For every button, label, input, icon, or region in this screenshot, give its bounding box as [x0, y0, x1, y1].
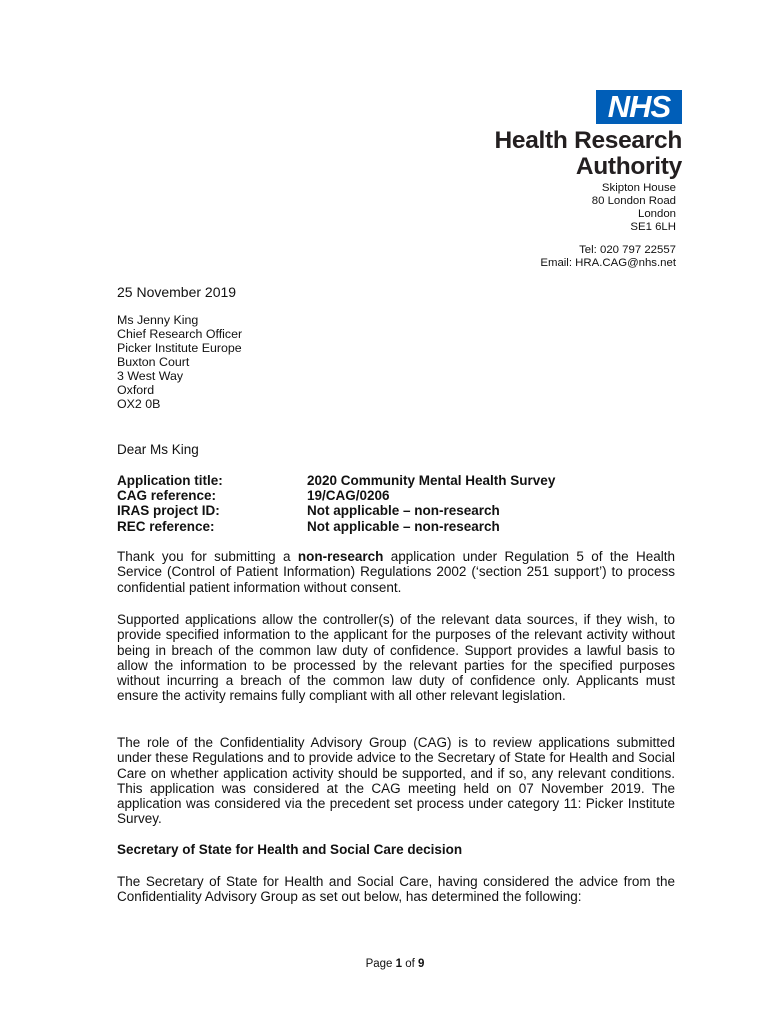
detail-row	[117, 473, 555, 488]
organisation-name	[494, 128, 682, 180]
recipient-line: Picker Institute Europe	[117, 341, 242, 355]
page-of: of	[402, 958, 419, 970]
application-details	[117, 473, 555, 534]
recipient-line: Oxford	[117, 383, 155, 397]
detail-value: 2020 Community Mental Health Survey	[307, 473, 556, 488]
recipient-line: 3 West Way	[117, 369, 184, 383]
detail-label: Application title:	[117, 473, 223, 488]
recipient-line: Chief Research Officer	[117, 327, 243, 341]
intro-bold-term: non-research	[297, 549, 384, 564]
paragraph-intro	[117, 549, 675, 595]
paragraph-cag-role: The role of the Confidentiality Advisory Group (CAG) is to review applications submitted under these Regulations and to provide advice to the Secretary of State for Health and Social Care on whether application activity should be supported, and if so, any relevant conditions. This application was considered at the CAG meeting held on 07 November 2019. The application was considered via the precedent set process under category 11: Picker Institute Survey.	[117, 735, 675, 827]
address-line: SE1 6LH	[630, 221, 676, 233]
intro-text-start: Thank you for submitting a	[117, 549, 298, 564]
address-line: 80 London Road	[591, 195, 676, 207]
detail-value: Not applicable – non-research	[307, 518, 500, 534]
page-number: 1	[395, 958, 403, 970]
nhs-logo	[596, 90, 682, 124]
paragraph-decision: The Secretary of State for Health and Social Care, having considered the advice from the Confidentiality Advisory Group as set out below, has determined the following:	[117, 874, 675, 905]
sender-address	[592, 182, 676, 234]
address-line: Skipton House	[601, 182, 676, 194]
recipient-line: OX2 0B	[117, 397, 161, 411]
detail-row	[117, 503, 555, 518]
detail-value: Not applicable – non-research	[307, 503, 500, 519]
page-footer	[0, 958, 770, 971]
detail-label: IRAS project ID:	[117, 503, 220, 519]
page-prefix: Page	[365, 958, 396, 970]
telephone: Tel: 020 797 22557	[579, 244, 676, 256]
paragraph-supported-applications: Supported applications allow the controller(s) of the relevant data sources, if they wish, to provide specified information to the applicant for the purposes of the relevant activity without being in breach of the common law duty of confidence. Support provides a lawful basis to allow the information to be processed by the relevant parties for the specified purposes without incurring a breach of the common law duty of confidence only. Applicants must ensure the activity remains fully compliant with all other relevant legislation.	[117, 612, 675, 704]
letter-date: 25 November 2019	[117, 284, 237, 300]
org-name-line1: Health Research	[494, 127, 682, 154]
detail-value: 19/CAG/0206	[307, 488, 390, 504]
org-name-line2: Authority	[575, 153, 682, 180]
detail-label: CAG reference:	[117, 488, 217, 504]
recipient-line: Buxton Court	[117, 355, 190, 369]
section-heading: Secretary of State for Health and Social Care decision	[117, 842, 463, 857]
page-total: 9	[418, 958, 425, 970]
recipient-address	[117, 313, 242, 411]
nhs-logo-text: NHS	[607, 89, 671, 124]
address-line: London	[637, 208, 676, 220]
recipient-line: Ms Jenny King	[117, 313, 199, 327]
detail-label: REC reference:	[117, 518, 215, 534]
detail-row	[117, 519, 555, 534]
detail-row	[117, 488, 555, 503]
email: Email: HRA.CAG@nhs.net	[540, 257, 676, 269]
intro-text-end: application under Regulation 5 of the Health Service (Control of Patient Information) Regulations 2002 (‘section 251 support’) to process confidential patient information without consent.	[117, 549, 675, 595]
sender-contact	[540, 244, 676, 270]
salutation: Dear Ms King	[117, 442, 199, 457]
